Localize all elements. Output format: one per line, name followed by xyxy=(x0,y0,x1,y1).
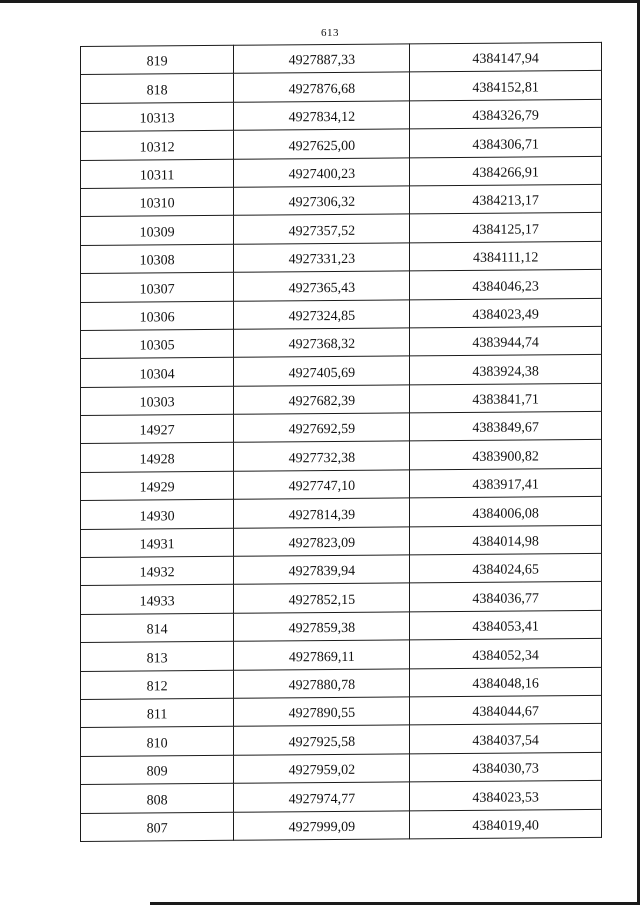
x-coordinate-cell: 4927859,38 xyxy=(234,612,410,642)
y-coordinate-cell: 4384006,08 xyxy=(410,497,602,527)
point-number-cell: 819 xyxy=(81,45,234,75)
y-coordinate-cell: 4384036,77 xyxy=(410,582,602,612)
x-coordinate-cell: 4927823,09 xyxy=(234,527,410,557)
table-row xyxy=(81,809,602,842)
y-coordinate-cell: 4383841,71 xyxy=(410,383,602,413)
y-coordinate-cell: 4384048,16 xyxy=(410,667,602,697)
y-coordinate-cell: 4384213,17 xyxy=(410,184,602,214)
x-coordinate-cell: 4927890,55 xyxy=(234,697,410,727)
y-coordinate-cell: 4384306,71 xyxy=(410,128,602,158)
x-coordinate-cell: 4927331,23 xyxy=(234,243,410,273)
table-row xyxy=(81,411,602,443)
x-coordinate-cell: 4927834,12 xyxy=(234,101,410,131)
table-row xyxy=(81,440,602,472)
x-coordinate-cell: 4927306,32 xyxy=(234,186,410,216)
point-number-cell: 810 xyxy=(81,727,234,757)
y-coordinate-cell: 4384044,67 xyxy=(410,695,602,725)
x-coordinate-cell: 4927839,94 xyxy=(234,555,410,585)
table-row xyxy=(81,468,602,500)
x-coordinate-cell: 4927887,33 xyxy=(234,44,410,74)
point-number-cell: 807 xyxy=(81,812,234,842)
table-row xyxy=(81,71,602,103)
table-row xyxy=(81,270,602,302)
point-number-cell: 808 xyxy=(81,783,234,813)
table-row xyxy=(81,497,602,529)
x-coordinate-cell: 4927999,09 xyxy=(234,810,410,840)
table-row xyxy=(81,383,602,415)
point-number-cell: 811 xyxy=(81,698,234,728)
y-coordinate-cell: 4384111,12 xyxy=(410,241,602,271)
y-coordinate-cell: 4383900,82 xyxy=(410,440,602,470)
point-number-cell: 10304 xyxy=(81,358,234,388)
table-row xyxy=(81,184,602,216)
point-number-cell: 14933 xyxy=(81,585,234,615)
x-coordinate-cell: 4927974,77 xyxy=(234,782,410,812)
y-coordinate-cell: 4384053,41 xyxy=(410,610,602,640)
scan-edge-top xyxy=(0,0,640,3)
point-number-cell: 809 xyxy=(81,755,234,785)
y-coordinate-cell: 4384014,98 xyxy=(410,525,602,555)
table-row xyxy=(81,639,602,671)
y-coordinate-cell: 4384266,91 xyxy=(410,156,602,186)
y-coordinate-cell: 4383944,74 xyxy=(410,326,602,356)
table-row xyxy=(81,582,602,614)
y-coordinate-cell: 4384147,94 xyxy=(410,42,602,72)
table-row xyxy=(81,781,602,813)
point-number-cell: 10308 xyxy=(81,244,234,274)
x-coordinate-cell: 4927324,85 xyxy=(234,299,410,329)
table-row xyxy=(81,241,602,273)
page-number: 613 xyxy=(321,27,339,39)
table-row xyxy=(81,553,602,585)
point-number-cell: 818 xyxy=(81,74,234,104)
y-coordinate-cell: 4383849,67 xyxy=(410,411,602,441)
table-row xyxy=(81,156,602,188)
x-coordinate-cell: 4927959,02 xyxy=(234,754,410,784)
y-coordinate-cell: 4384152,81 xyxy=(410,71,602,101)
point-number-cell: 14932 xyxy=(81,556,234,586)
point-number-cell: 14929 xyxy=(81,471,234,501)
table-row xyxy=(81,128,602,160)
table-row xyxy=(81,213,602,245)
x-coordinate-cell: 4927852,15 xyxy=(234,583,410,613)
x-coordinate-cell: 4927365,43 xyxy=(234,271,410,301)
y-coordinate-cell: 4383917,41 xyxy=(410,468,602,498)
table-row xyxy=(81,355,602,387)
x-coordinate-cell: 4927869,11 xyxy=(234,640,410,670)
table-row xyxy=(81,724,602,756)
y-coordinate-cell: 4384125,17 xyxy=(410,213,602,243)
table-row xyxy=(81,42,602,74)
table-row xyxy=(81,525,602,557)
y-coordinate-cell: 4384030,73 xyxy=(410,752,602,782)
point-number-cell: 10310 xyxy=(81,187,234,217)
y-coordinate-cell: 4384019,40 xyxy=(410,809,602,839)
x-coordinate-cell: 4927682,39 xyxy=(234,385,410,415)
table-row xyxy=(81,667,602,699)
y-coordinate-cell: 4384046,23 xyxy=(410,270,602,300)
x-coordinate-cell: 4927625,00 xyxy=(234,129,410,159)
point-number-cell: 14931 xyxy=(81,528,234,558)
table-row xyxy=(81,610,602,642)
point-number-cell: 10306 xyxy=(81,301,234,331)
point-number-cell: 10313 xyxy=(81,102,234,132)
y-coordinate-cell: 4384326,79 xyxy=(410,99,602,129)
point-number-cell: 812 xyxy=(81,670,234,700)
coordinates-table-body xyxy=(81,42,602,841)
y-coordinate-cell: 4384023,49 xyxy=(410,298,602,328)
table-row xyxy=(81,298,602,330)
x-coordinate-cell: 4927368,32 xyxy=(234,328,410,358)
point-number-cell: 10307 xyxy=(81,272,234,302)
point-number-cell: 814 xyxy=(81,613,234,643)
y-coordinate-cell: 4383924,38 xyxy=(410,355,602,385)
point-number-cell: 14930 xyxy=(81,500,234,530)
x-coordinate-cell: 4927880,78 xyxy=(234,669,410,699)
x-coordinate-cell: 4927876,68 xyxy=(234,72,410,102)
point-number-cell: 14928 xyxy=(81,443,234,473)
table-row xyxy=(81,752,602,784)
y-coordinate-cell: 4384052,34 xyxy=(410,639,602,669)
point-number-cell: 10311 xyxy=(81,159,234,189)
x-coordinate-cell: 4927925,58 xyxy=(234,725,410,755)
coordinates-table-wrapper xyxy=(80,42,602,842)
x-coordinate-cell: 4927732,38 xyxy=(234,441,410,471)
table-row xyxy=(81,326,602,358)
x-coordinate-cell: 4927692,59 xyxy=(234,413,410,443)
point-number-cell: 10309 xyxy=(81,216,234,246)
x-coordinate-cell: 4927400,23 xyxy=(234,157,410,187)
table-row xyxy=(81,99,602,131)
point-number-cell: 10303 xyxy=(81,386,234,416)
table-row xyxy=(81,695,602,727)
y-coordinate-cell: 4384023,53 xyxy=(410,781,602,811)
y-coordinate-cell: 4384024,65 xyxy=(410,553,602,583)
x-coordinate-cell: 4927814,39 xyxy=(234,498,410,528)
point-number-cell: 10305 xyxy=(81,329,234,359)
coordinates-table xyxy=(80,42,602,842)
x-coordinate-cell: 4927405,69 xyxy=(234,356,410,386)
point-number-cell: 813 xyxy=(81,641,234,671)
y-coordinate-cell: 4384037,54 xyxy=(410,724,602,754)
x-coordinate-cell: 4927747,10 xyxy=(234,470,410,500)
point-number-cell: 14927 xyxy=(81,414,234,444)
point-number-cell: 10312 xyxy=(81,130,234,160)
x-coordinate-cell: 4927357,52 xyxy=(234,214,410,244)
